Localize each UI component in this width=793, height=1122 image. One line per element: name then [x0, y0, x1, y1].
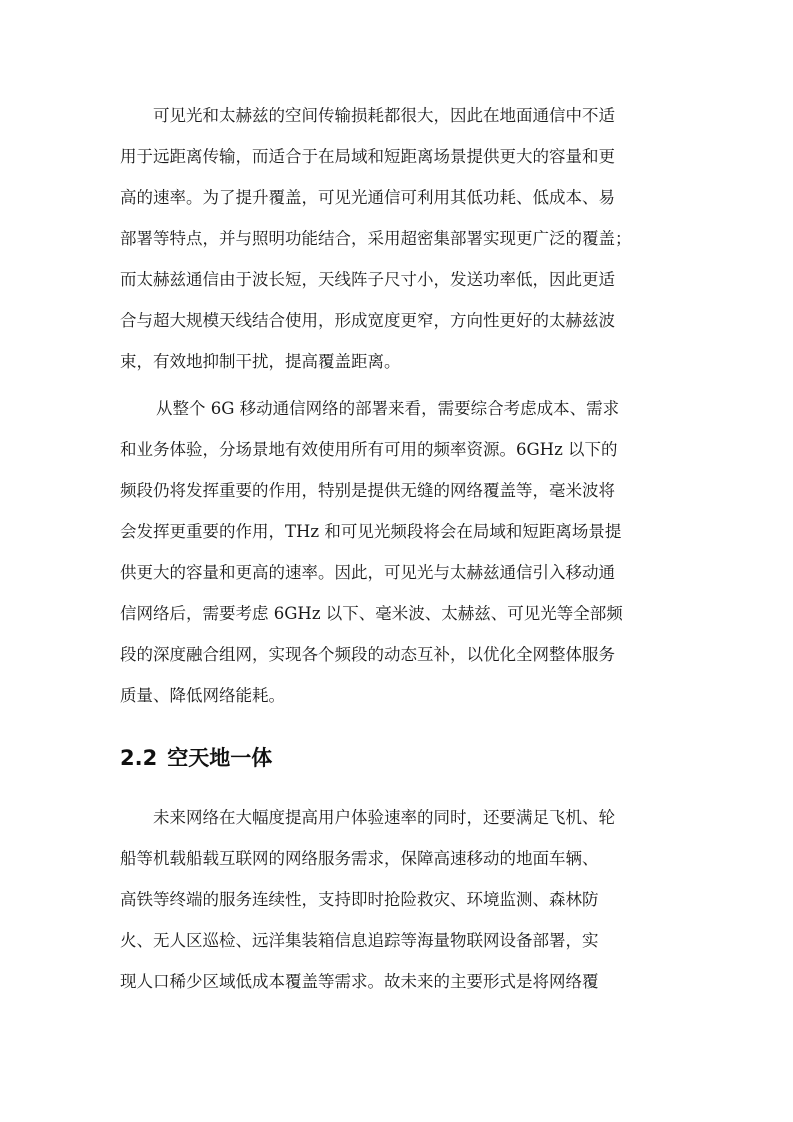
text-line: 船等机载船载互联网的网络服务需求，保障高速移动的地面车辆、 — [120, 849, 599, 868]
section-title: 空天地一体 — [167, 746, 273, 770]
text-line: 未来网络在大幅度提高用户体验速率的同时，还要满足飞机、轮 — [153, 808, 615, 827]
text-line: 火、无人区巡检、远洋集装箱信息追踪等海量物联网设备部署，实 — [120, 931, 599, 950]
text-line: 频段仍将发挥重要的作用，特别是提供无缝的网络覆盖等，毫米波将 — [120, 481, 615, 500]
text-line: 信网络后，需要考虑 6GHz 以下、毫米波、太赫兹、可见光等全部频 — [120, 604, 623, 623]
text-line: 部署等特点，并与照明功能结合，采用超密集部署实现更广泛的覆盖； — [120, 229, 632, 248]
text-line: 高的速率。为了提升覆盖，可见光通信可利用其低功耗、低成本、易 — [120, 188, 615, 207]
text-line: 质量、降低网络能耗。 — [120, 686, 285, 705]
text-line: 现人口稀少区域低成本覆盖等需求。故未来的主要形式是将网络覆 — [120, 972, 599, 991]
section-heading — [120, 745, 272, 771]
text-line: 束，有效地抑制干扰，提高覆盖距离。 — [120, 352, 401, 371]
text-line: 可见光和太赫兹的空间传输损耗都很大，因此在地面通信中不适 — [153, 106, 615, 125]
section-number: 2.2 — [120, 746, 158, 770]
text-line: 会发挥更重要的作用，THz 和可见光频段将会在局域和短距离场景提 — [120, 522, 622, 541]
text-line: 合与超大规模天线结合使用，形成宽度更窄，方向性更好的太赫兹波 — [120, 311, 615, 330]
text-line: 供更大的容量和更高的速率。因此，可见光与太赫兹通信引入移动通 — [120, 563, 615, 582]
text-line: 而太赫兹通信由于波长短，天线阵子尺寸小，发送功率低，因此更适 — [120, 270, 615, 289]
text-line: 高铁等终端的服务连续性，支持即时抢险救灾、环境监测、森林防 — [120, 890, 599, 909]
text-line: 段的深度融合组网，实现各个频段的动态互补，以优化全网整体服务 — [120, 645, 615, 664]
text-line: 和业务体验，分场景地有效使用所有可用的频率资源。6GHz 以下的 — [120, 440, 618, 459]
text-line: 用于远距离传输，而适合于在局域和短距离场景提供更大的容量和更 — [120, 147, 615, 166]
text-line: 从整个 6G 移动通信网络的部署来看，需要综合考虑成本、需求 — [156, 399, 620, 418]
